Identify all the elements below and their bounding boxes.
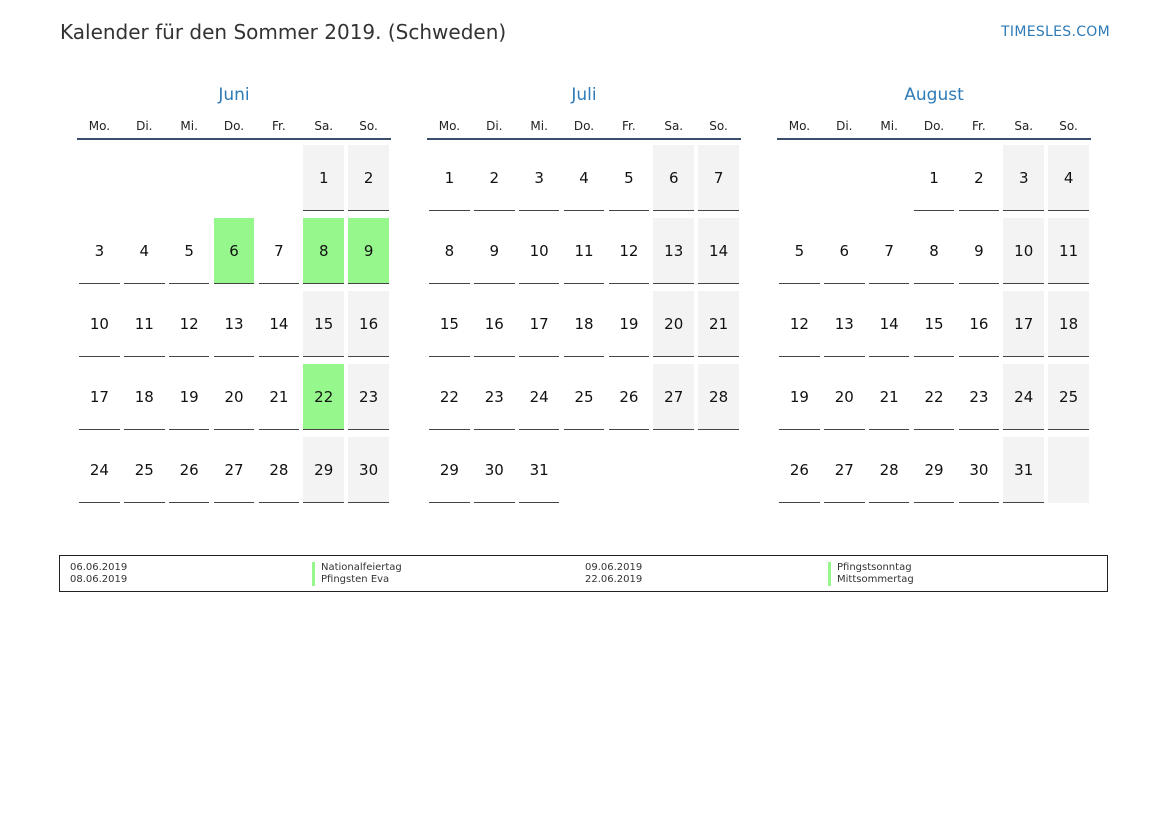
week-row — [427, 437, 741, 510]
day-cell: 1 — [429, 145, 469, 211]
day-cell: 4 — [564, 145, 604, 211]
day-cell: 10 — [519, 218, 559, 284]
legend-names-col-1 — [312, 562, 402, 586]
weekday-label: So. — [359, 119, 378, 133]
day-cell: 2 — [348, 145, 388, 211]
day-cell: 15 — [429, 291, 469, 357]
day-cell: 9 — [959, 218, 999, 284]
empty-day-cell — [169, 145, 209, 211]
day-cell: 13 — [653, 218, 693, 284]
page-title: Kalender für den Sommer 2019. (Schweden) — [60, 20, 507, 44]
day-cell: 14 — [259, 291, 299, 357]
weekday-label: Do. — [573, 119, 595, 133]
day-cell: 18 — [564, 291, 604, 357]
day-cell: 19 — [609, 291, 649, 357]
month-august — [777, 83, 1091, 510]
day-cell: 30 — [348, 437, 388, 503]
day-cell: 27 — [214, 437, 254, 503]
day-cell: 18 — [124, 364, 164, 430]
day-cell: 8 — [303, 218, 343, 284]
week-row — [427, 218, 741, 291]
day-cell: 29 — [429, 437, 469, 503]
week-row — [777, 364, 1091, 437]
day-cell: 17 — [519, 291, 559, 357]
empty-day-cell — [698, 437, 738, 503]
day-cell: 9 — [348, 218, 388, 284]
day-cell: 7 — [869, 218, 909, 284]
day-cell: 15 — [303, 291, 343, 357]
week-row — [777, 145, 1091, 218]
week-row — [777, 218, 1091, 291]
weekday-label: Do. — [223, 119, 245, 133]
day-cell: 16 — [959, 291, 999, 357]
day-cell: 23 — [348, 364, 388, 430]
empty-day-cell — [609, 437, 649, 503]
weekday-label: Sa. — [314, 119, 334, 133]
day-cell: 23 — [474, 364, 514, 430]
weekday-header — [427, 114, 741, 140]
weekday-label: Mo. — [88, 119, 111, 133]
legend-holiday-name: Pfingsten Eva — [312, 574, 402, 586]
day-cell: 11 — [1048, 218, 1088, 284]
empty-day-cell — [564, 437, 604, 503]
day-cell: 18 — [1048, 291, 1088, 357]
brand-link[interactable]: TIMESLES.COM — [1001, 24, 1110, 40]
day-cell: 24 — [519, 364, 559, 430]
month-title: August — [904, 85, 964, 105]
day-cell: 22 — [914, 364, 954, 430]
day-cell: 8 — [429, 218, 469, 284]
legend-date: 08.06.2019 — [70, 574, 128, 585]
empty-day-cell — [779, 145, 819, 211]
day-cell: 20 — [214, 364, 254, 430]
day-cell: 15 — [914, 291, 954, 357]
weekday-label: Sa. — [1014, 119, 1034, 133]
weekday-header — [777, 114, 1091, 140]
day-cell: 7 — [259, 218, 299, 284]
weekday-label: Di. — [836, 119, 853, 133]
empty-day-cell — [869, 145, 909, 211]
day-cell: 4 — [124, 218, 164, 284]
weekday-label: Di. — [136, 119, 153, 133]
day-cell: 27 — [653, 364, 693, 430]
day-cell: 10 — [1003, 218, 1043, 284]
day-cell: 7 — [698, 145, 738, 211]
legend-holiday-name: Pfingstsonntag — [828, 562, 914, 574]
weekday-label: Mi. — [530, 119, 548, 133]
day-cell: 9 — [474, 218, 514, 284]
legend-date: 09.06.2019 — [585, 562, 643, 573]
day-cell: 20 — [824, 364, 864, 430]
day-cell: 29 — [914, 437, 954, 503]
day-cell: 29 — [303, 437, 343, 503]
weekday-label: Mi. — [180, 119, 198, 133]
week-row — [77, 364, 391, 437]
day-cell: 21 — [869, 364, 909, 430]
empty-day-cell — [1048, 437, 1088, 503]
day-cell: 23 — [959, 364, 999, 430]
day-cell: 5 — [609, 145, 649, 211]
week-row — [77, 437, 391, 510]
empty-day-cell — [124, 145, 164, 211]
weekday-label: Fr. — [272, 119, 286, 133]
week-row — [427, 364, 741, 437]
day-cell: 26 — [169, 437, 209, 503]
day-cell: 28 — [259, 437, 299, 503]
day-cell: 4 — [1048, 145, 1088, 211]
day-cell: 14 — [698, 218, 738, 284]
empty-day-cell — [259, 145, 299, 211]
month-juni — [77, 83, 391, 510]
day-cell: 6 — [214, 218, 254, 284]
day-cell: 3 — [1003, 145, 1043, 211]
weekday-label: Do. — [923, 119, 945, 133]
day-cell: 2 — [474, 145, 514, 211]
week-row — [77, 291, 391, 364]
weekday-label: Fr. — [622, 119, 636, 133]
day-cell: 6 — [824, 218, 864, 284]
week-row — [777, 437, 1091, 510]
day-cell: 24 — [1003, 364, 1043, 430]
day-cell: 13 — [214, 291, 254, 357]
day-cell: 12 — [169, 291, 209, 357]
empty-day-cell — [824, 145, 864, 211]
day-cell: 11 — [564, 218, 604, 284]
day-cell: 16 — [474, 291, 514, 357]
weekday-header — [77, 114, 391, 140]
week-row — [77, 218, 391, 291]
day-cell: 22 — [429, 364, 469, 430]
day-cell: 5 — [169, 218, 209, 284]
day-cell: 17 — [79, 364, 119, 430]
day-cell: 31 — [519, 437, 559, 503]
weekday-label: Mo. — [438, 119, 461, 133]
weekday-label: Fr. — [972, 119, 986, 133]
legend-dates-col-2 — [585, 562, 642, 586]
day-cell: 2 — [959, 145, 999, 211]
weekday-label: Di. — [486, 119, 503, 133]
legend-date: 06.06.2019 — [70, 562, 128, 573]
month-title: Juni — [218, 85, 250, 105]
legend-holiday-name: Nationalfeiertag — [312, 562, 402, 574]
week-row — [777, 291, 1091, 364]
day-cell: 11 — [124, 291, 164, 357]
day-cell: 26 — [609, 364, 649, 430]
day-cell: 6 — [653, 145, 693, 211]
day-cell: 1 — [303, 145, 343, 211]
legend-date: 22.06.2019 — [585, 574, 643, 585]
weekday-label: Mo. — [788, 119, 811, 133]
weekday-label: Mi. — [880, 119, 898, 133]
day-cell: 24 — [79, 437, 119, 503]
month-title: Juli — [571, 85, 597, 105]
empty-day-cell — [79, 145, 119, 211]
legend-holiday-name: Mittsommertag — [828, 574, 914, 586]
day-cell: 31 — [1003, 437, 1043, 503]
day-cell: 12 — [609, 218, 649, 284]
month-juli — [427, 83, 741, 510]
day-cell: 25 — [1048, 364, 1088, 430]
day-cell: 17 — [1003, 291, 1043, 357]
day-cell: 28 — [869, 437, 909, 503]
week-row — [427, 291, 741, 364]
day-cell: 14 — [869, 291, 909, 357]
day-cell: 8 — [914, 218, 954, 284]
day-cell: 30 — [959, 437, 999, 503]
day-cell: 20 — [653, 291, 693, 357]
week-row — [77, 145, 391, 218]
holiday-legend — [59, 555, 1108, 592]
day-cell: 28 — [698, 364, 738, 430]
day-cell: 5 — [779, 218, 819, 284]
day-cell: 13 — [824, 291, 864, 357]
empty-day-cell — [653, 437, 693, 503]
day-cell: 25 — [564, 364, 604, 430]
day-cell: 22 — [303, 364, 343, 430]
day-cell: 16 — [348, 291, 388, 357]
day-cell: 19 — [169, 364, 209, 430]
day-cell: 12 — [779, 291, 819, 357]
empty-day-cell — [214, 145, 254, 211]
day-cell: 21 — [698, 291, 738, 357]
day-cell: 27 — [824, 437, 864, 503]
day-cell: 25 — [124, 437, 164, 503]
day-cell: 1 — [914, 145, 954, 211]
day-cell: 30 — [474, 437, 514, 503]
day-cell: 19 — [779, 364, 819, 430]
weekday-label: So. — [709, 119, 728, 133]
legend-dates-col-1 — [70, 562, 127, 586]
day-cell: 3 — [519, 145, 559, 211]
day-cell: 3 — [79, 218, 119, 284]
week-row — [427, 145, 741, 218]
legend-names-col-2 — [828, 562, 914, 586]
weekday-label: Sa. — [664, 119, 684, 133]
weekday-label: So. — [1059, 119, 1078, 133]
day-cell: 26 — [779, 437, 819, 503]
day-cell: 10 — [79, 291, 119, 357]
day-cell: 21 — [259, 364, 299, 430]
